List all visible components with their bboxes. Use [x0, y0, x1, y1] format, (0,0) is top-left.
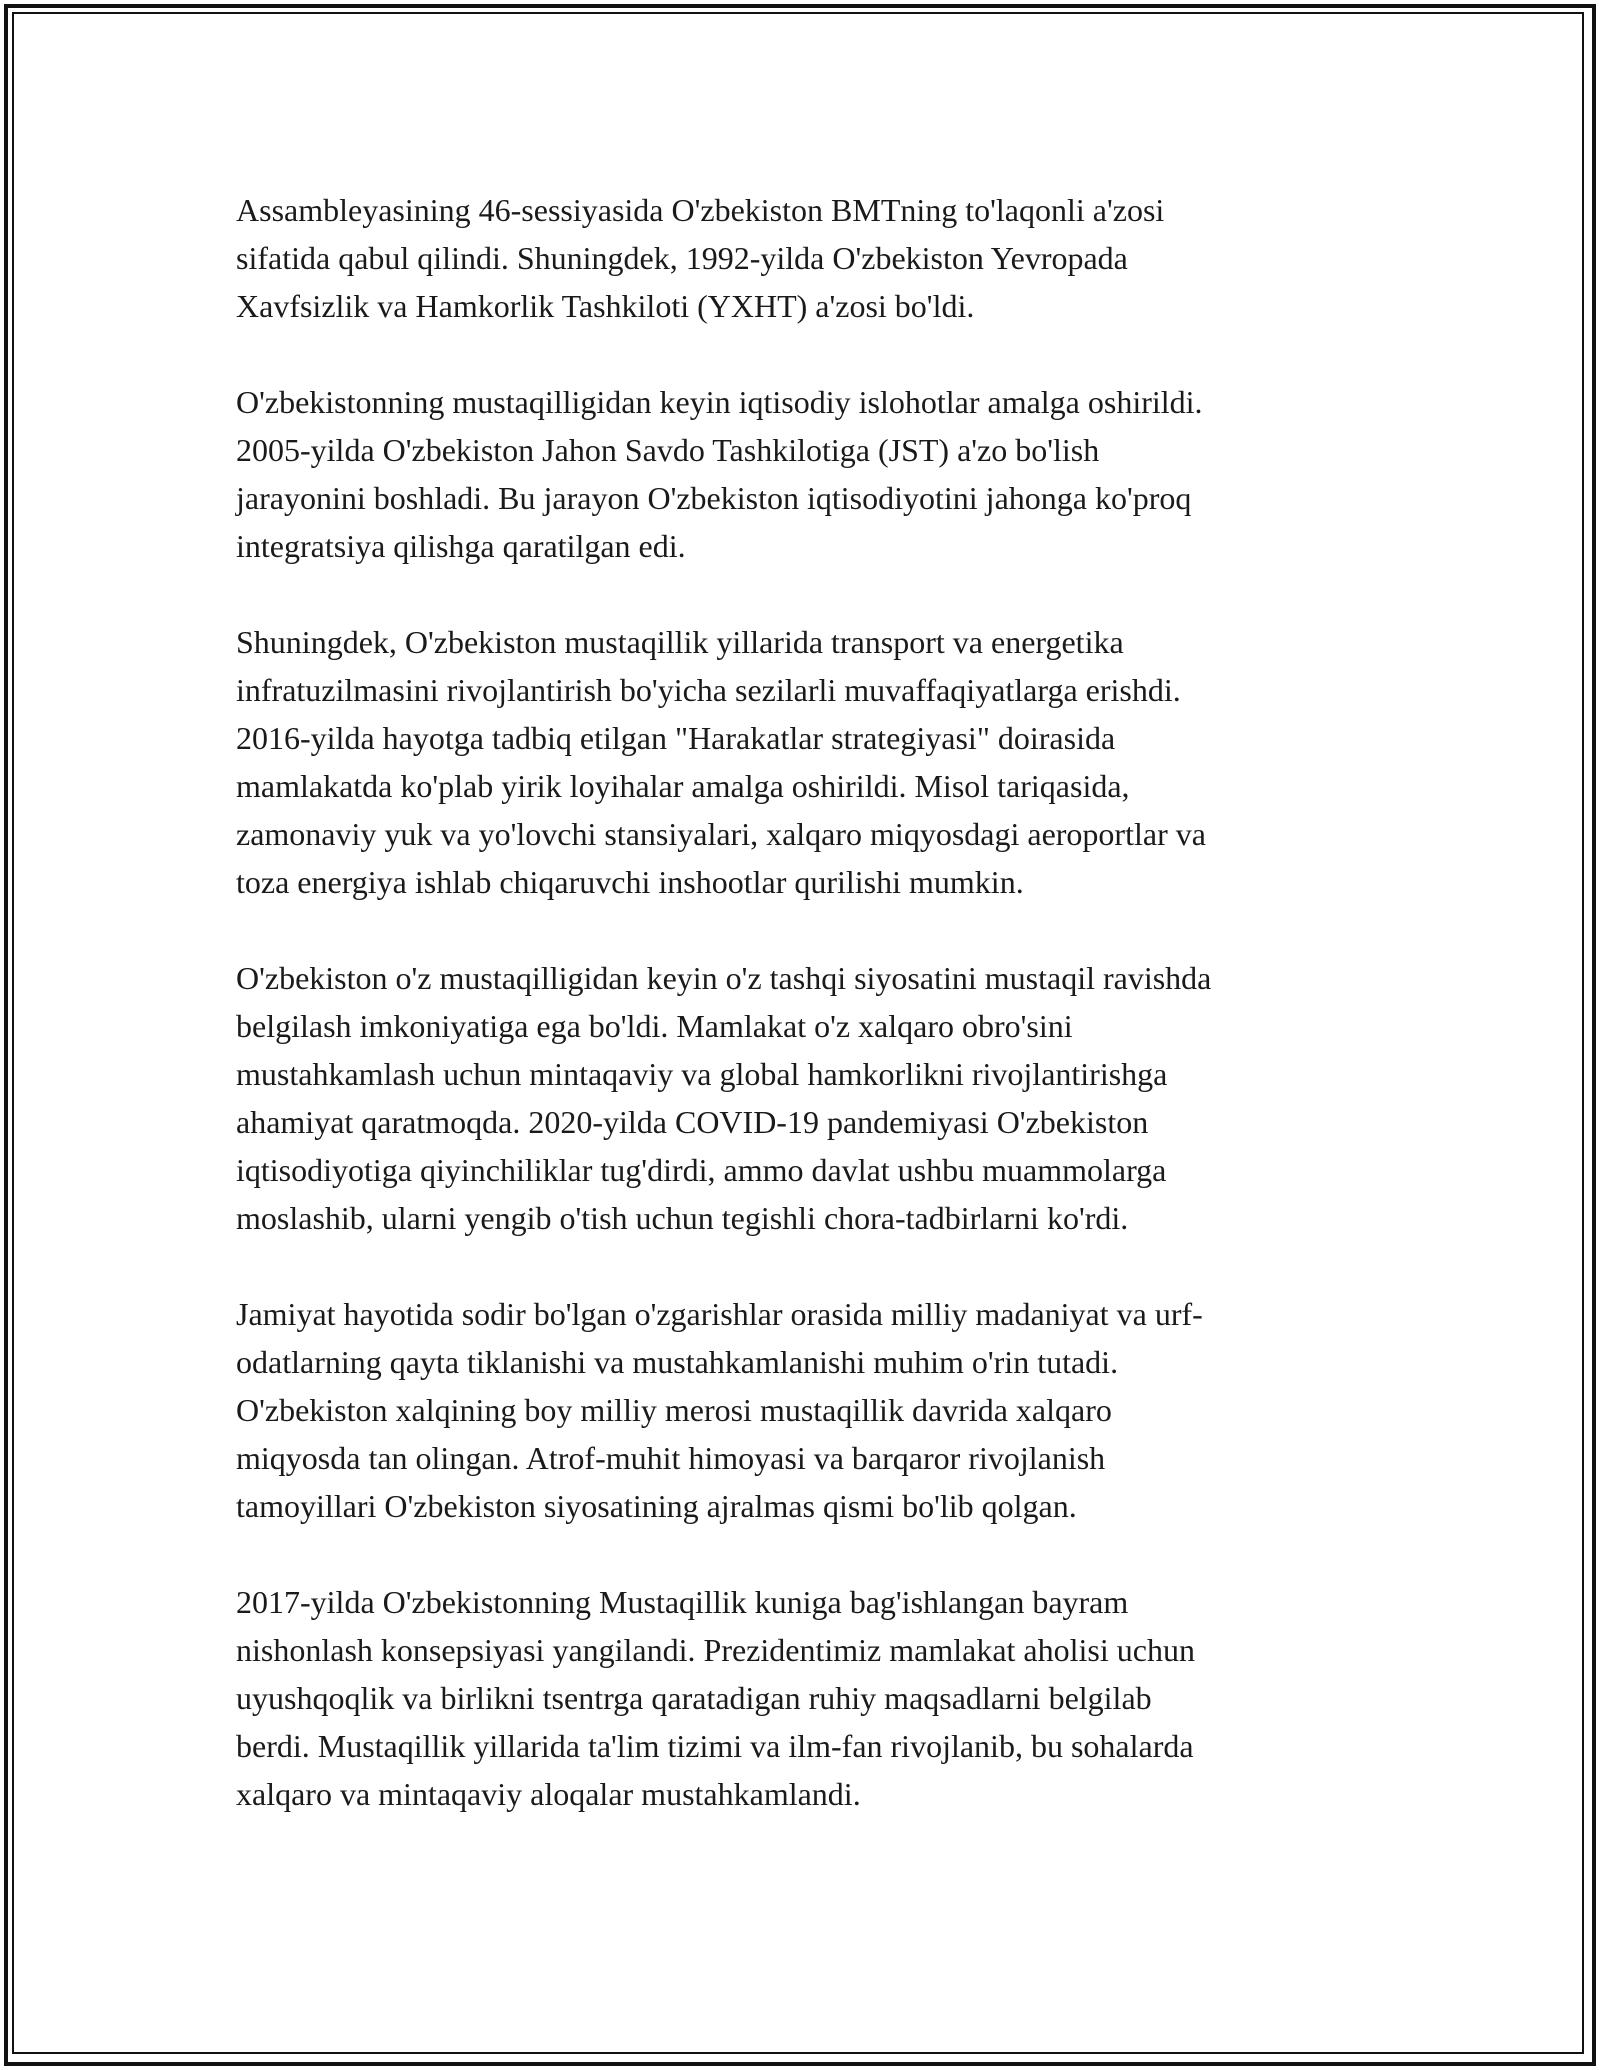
- document-body: [236, 186, 1376, 1866]
- paragraph-un-membership: Assambleyasining 46-sessiyasida O'zbekiston BMTning to'laqonli a'zosi sifatida qabul qilindi. Shuningdek, 1992-yilda O'zbekiston Yevropada Xavfsizlik va Hamkorlik Tashkiloti (YXHT) a'zosi bo'ldi.: [236, 192, 1165, 324]
- paragraph-economic-reforms: O'zbekistonning mustaqilligidan keyin iqtisodiy islohotlar amalga oshirildi. 2005-yilda O'zbekiston Jahon Savdo Tashkilotiga (JST) a'zo bo'lish jarayonini boshladi. Bu jarayon O'zbekiston iqtisodiyotini jahonga ko'proq integratsiya qilishga qaratilgan edi.: [236, 384, 1203, 564]
- paragraph-infrastructure: Shuningdek, O'zbekiston mustaqillik yillarida transport va energetika infratuzilmasini rivojlantirish bo'yicha sezilarli muvaffaqiyatlarga erishdi. 2016-yilda hayotga tadbiq etilgan "Harakatlar strategiyasi" doirasida mamlakatda ko'plab yirik loyihalar amalga oshirildi. Misol tariqasida, zamonaviy yuk va yo'lovchi stansiyalari, xalqaro miqyosdagi aeroportlar va toza energiya ishlab chiqaruvchi inshootlar qurilishi mumkin.: [236, 624, 1206, 900]
- paragraph-foreign-policy: O'zbekiston o'z mustaqilligidan keyin o'z tashqi siyosatini mustaqil ravishda belgilash imkoniyatiga ega bo'ldi. Mamlakat o'z xalqaro obro'sini mustahkamlash uchun mintaqaviy va global hamkorlikni rivojlantirishga ahamiyat qaratmoqda. 2020-yilda COVID-19 pandemiyasi O'zbekiston iqtisodiyotiga qiyinchiliklar tug'dirdi, ammo davlat ushbu muammolarga moslashib, ularni yengib o'tish uchun tegishli chora-tadbirlarni ko'rdi.: [236, 960, 1212, 1236]
- paragraph-independence-day: 2017-yilda O'zbekistonning Mustaqillik kuniga bag'ishlangan bayram nishonlash konsepsiyasi yangilandi. Prezidentimiz mamlakat aholisi uchun uyushqoqlik va birlikni tsentrga qaratadigan ruhiy maqsadlarni belgilab berdi. Mustaqillik yillarida ta'lim tizimi va ilm-fan rivojlanib, bu sohalarda xalqaro va mintaqaviy aloqalar mustahkamlandi.: [236, 1584, 1195, 1812]
- paragraph-culture: Jamiyat hayotida sodir bo'lgan o'zgarishlar orasida milliy madaniyat va urf- odatlarning qayta tiklanishi va mustahkamlanishi muhim o'rin tutadi. O'zbekiston xalqining boy milliy merosi mustaqillik davrida xalqaro miqyosda tan olingan. Atrof-muhit himoyasi va barqaror rivojlanish tamoyillari O'zbekiston siyosatining ajralmas qismi bo'lib qolgan.: [236, 1296, 1203, 1524]
